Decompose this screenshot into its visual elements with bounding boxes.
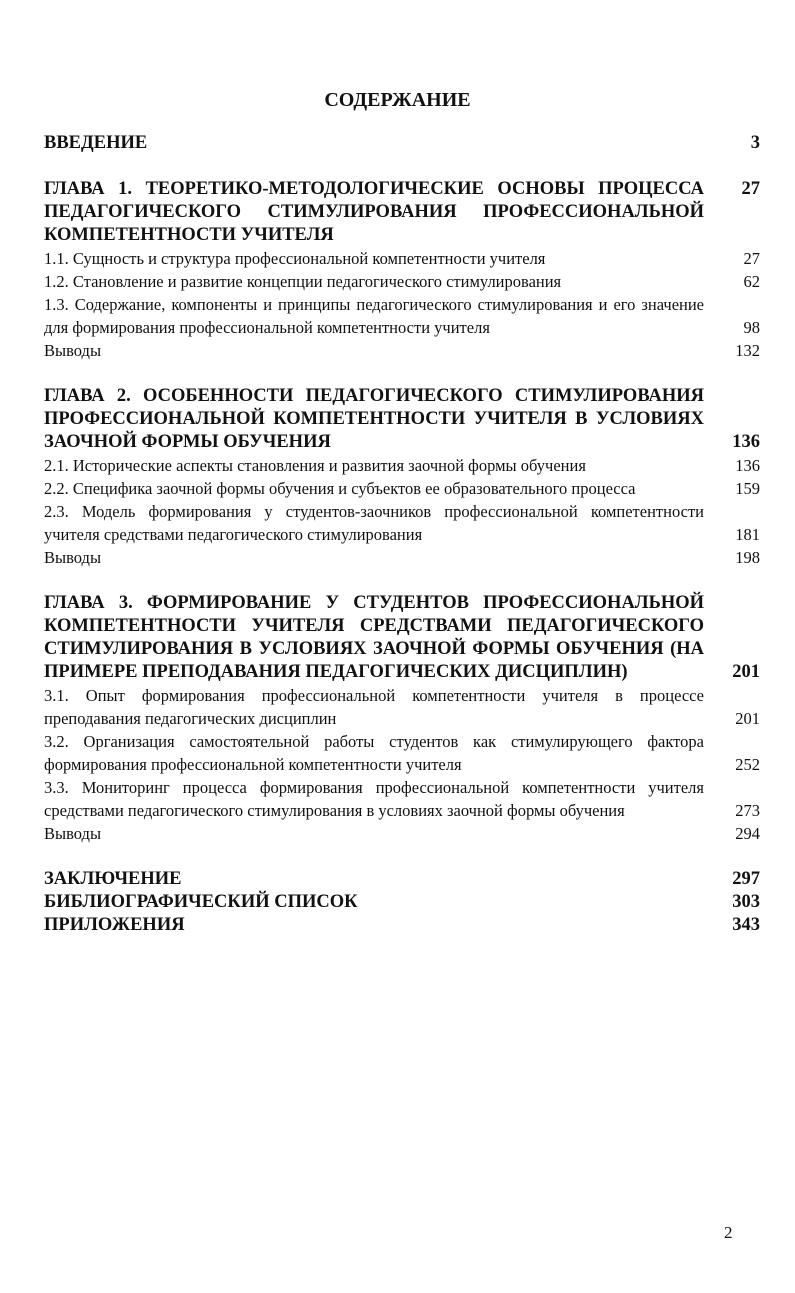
toc-entry-title: Выводы: [44, 548, 102, 567]
toc-entry-page: 198: [735, 548, 760, 567]
toc-entry-page: 136: [732, 432, 760, 452]
toc-entry-title: ЗАКЛЮЧЕНИЕ: [44, 869, 182, 889]
toc-entry-page: 27: [741, 179, 760, 199]
page-number: 2: [724, 1223, 733, 1242]
toc-entry-title: БИБЛИОГРАФИЧЕСКИЙ СПИСОК: [44, 892, 358, 912]
toc-entry: [44, 247, 760, 270]
section-gap: [44, 569, 760, 592]
toc-entry: [44, 914, 760, 937]
toc-entry-title: Выводы: [44, 824, 102, 843]
toc-entry-title: ПРИЛОЖЕНИЯ: [44, 915, 185, 935]
section-gap: [44, 845, 760, 868]
toc-entry: [44, 385, 760, 454]
toc-entry-title: 2.3. Модель формирования у студентов-заочников профессиональной компетентности учителя средствами педагогического стимулирования: [44, 502, 704, 544]
toc-entry-title: ГЛАВА 2. ОСОБЕННОСТИ ПЕДАГОГИЧЕСКОГО СТИМУЛИРОВАНИЯ ПРОФЕССИОНАЛЬНОЙ КОМПЕТЕНТНОСТИ УЧИТЕЛЯ В УСЛОВИЯХ ЗАОЧНОЙ ФОРМЫ ОБУЧЕНИЯ: [44, 386, 704, 452]
table-of-contents: [44, 132, 760, 937]
toc-entry-title: 1.3. Содержание, компоненты и принципы педагогического стимулирования и его значение для формирования профессиональной компетентности учителя: [44, 295, 704, 337]
toc-entry-title: ВВЕДЕНИЕ: [44, 133, 148, 153]
toc-entry: [44, 546, 760, 569]
toc-entry-page: 343: [732, 915, 760, 935]
toc-entry-page: 294: [735, 824, 760, 843]
toc-entry-page: 297: [732, 869, 760, 889]
toc-entry: [44, 339, 760, 362]
toc-entry-title: 3.3. Мониторинг процесса формирования профессиональной компетентности учителя средствами педагогического стимулирования в условиях заочной формы обучения: [44, 778, 704, 820]
toc-entry-title: ГЛАВА 3. ФОРМИРОВАНИЕ У СТУДЕНТОВ ПРОФЕССИОНАЛЬНОЙ КОМПЕТЕНТНОСТИ УЧИТЕЛЯ СРЕДСТВАМИ ПЕДАГОГИЧЕСКОГО СТИМУЛИРОВАНИЯ В УСЛОВИЯХ ЗАОЧНОЙ ФОРМЫ ОБУЧЕНИЯ (НА ПРИМЕРЕ ПРЕПОДАВАНИЯ ПЕДАГОГИЧЕСКИХ ДИСЦИПЛИН): [44, 593, 704, 682]
toc-entry-page: 62: [743, 272, 760, 291]
toc-entry-page: 3: [750, 133, 760, 153]
toc-entry: [44, 592, 760, 684]
toc-entry-page: 303: [732, 892, 760, 912]
toc-entry-title: 3.1. Опыт формирования профессиональной компетентности учителя в процессе преподавания педагогических дисциплин: [44, 686, 704, 728]
toc-entry: [44, 500, 760, 546]
toc-entry-page: 136: [735, 456, 760, 475]
toc-entry-title: Выводы: [44, 341, 102, 360]
toc-entry: [44, 822, 760, 845]
toc-entry-title: 1.1. Сущность и структура профессиональной компетентности учителя: [44, 249, 546, 268]
toc-entry-title: 2.2. Специфика заочной формы обучения и субъектов ее образовательного процесса: [44, 479, 636, 498]
toc-entry-page: 132: [735, 341, 760, 360]
toc-entry: [44, 868, 760, 891]
toc-entry: [44, 891, 760, 914]
toc-entry: [44, 776, 760, 822]
toc-entry: [44, 270, 760, 293]
section-gap: [44, 362, 760, 385]
toc-entry-title: 3.2. Организация самостоятельной работы студентов как стимулирующего фактора формирования профессиональной компетентности учителя: [44, 732, 704, 774]
toc-entry-page: 201: [732, 662, 760, 682]
page-title: СОДЕРЖАНИЕ: [324, 89, 471, 111]
toc-entry: [44, 730, 760, 776]
toc-entry: [44, 293, 760, 339]
section-gap: [44, 155, 760, 178]
toc-entry-title: 1.2. Становление и развитие концепции педагогического стимулирования: [44, 272, 562, 291]
toc-entry-page: 27: [743, 249, 760, 268]
toc-entry: [44, 454, 760, 477]
toc-entry-page: 201: [735, 709, 760, 728]
toc-entry-page: 98: [743, 318, 760, 337]
toc-entry-page: 273: [735, 801, 760, 820]
toc-entry-page: 181: [735, 525, 760, 544]
toc-entry-page: 159: [735, 479, 760, 498]
toc-entry: [44, 178, 760, 247]
toc-entry: [44, 477, 760, 500]
toc-entry: [44, 132, 760, 155]
toc-entry-title: 2.1. Исторические аспекты становления и развития заочной формы обучения: [44, 456, 586, 475]
toc-entry: [44, 684, 760, 730]
toc-entry-page: 252: [735, 755, 760, 774]
toc-entry-title: ГЛАВА 1. ТЕОРЕТИКО-МЕТОДОЛОГИЧЕСКИЕ ОСНОВЫ ПРОЦЕССА ПЕДАГОГИЧЕСКОГО СТИМУЛИРОВАНИЯ ПРОФЕССИОНАЛЬНОЙ КОМПЕТЕНТНОСТИ УЧИТЕЛЯ: [44, 179, 704, 245]
